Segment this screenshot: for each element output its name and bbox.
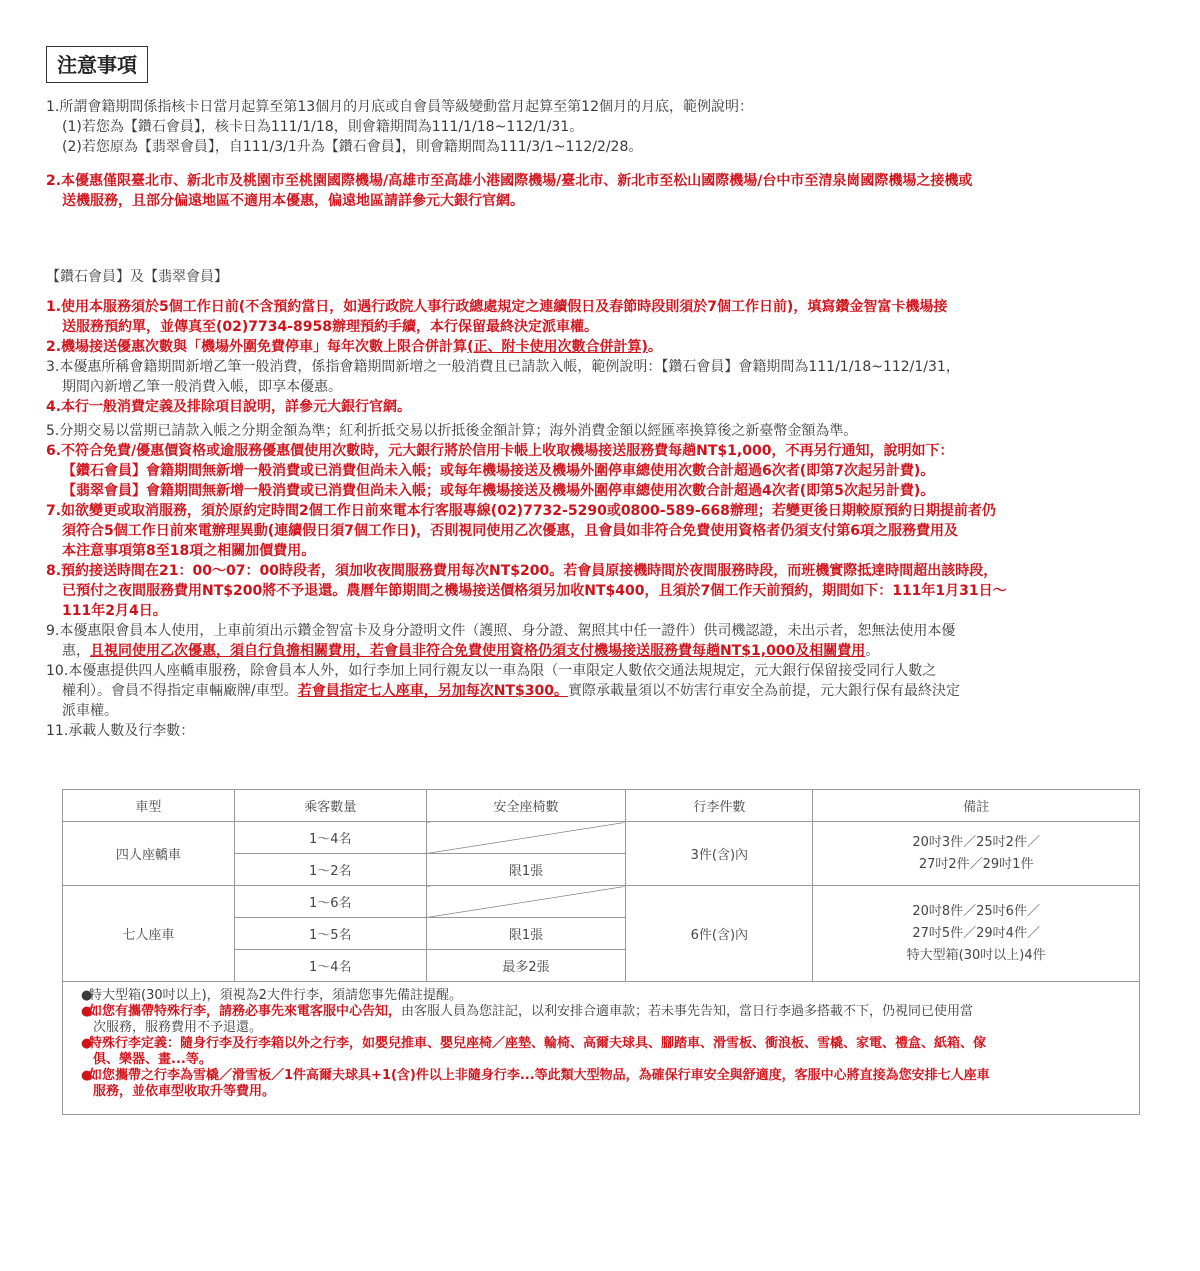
note-2 xyxy=(81,1004,1125,1020)
bullet-icon: ● xyxy=(81,1036,93,1051)
header-remarks: 備註 xyxy=(813,790,1140,822)
note-2-text: 由客服人員為您註記，以利安排合適車款；若未事先告知，當日行李過多搭載不下，仍視同已使用當 xyxy=(401,1004,974,1019)
notice-content xyxy=(46,46,1146,741)
term-2-end: 。 xyxy=(647,339,662,355)
van-passengers-3: 1～4名 xyxy=(234,950,426,982)
note-4 xyxy=(81,1068,1125,1084)
sedan-luggage: 3件(含)內 xyxy=(626,822,813,886)
term-7-line-1: 7.如欲變更或取消服務，須於原約定時間2個工作日前來電本行客服專線(02)7732-5290或0800-589-668辦理；若變更後日期較原預約日期提前者仍 xyxy=(46,503,996,519)
note-2-red: 如您有攜帶特殊行李，請務必事先來電客服中心告知， xyxy=(89,1004,402,1019)
terms-list xyxy=(46,297,1146,741)
note-1-text: 特大型箱(30吋以上)，須視為2大件行李，須請您事先備註提醒。 xyxy=(89,988,462,1003)
intro-line-1: 1.所謂會籍期間係指核卡日當月起算至第13個月的月底或自會員等級變動當月起算至第12個月的月底，範例說明： xyxy=(46,99,753,115)
term-3-line-2: 期間內新增乙筆一般消費入帳，即享本優惠。 xyxy=(62,379,342,395)
bullet-icon: ● xyxy=(81,988,93,1003)
term-9-start: 惠， xyxy=(62,643,90,659)
note-2-cont: 次服務，服務費用不予退還。 xyxy=(93,1020,263,1035)
bullet-icon: ● xyxy=(81,1068,93,1083)
van-luggage: 6件(含)內 xyxy=(626,886,813,982)
header-safety-seats: 安全座椅數 xyxy=(426,790,626,822)
note-1 xyxy=(81,988,1125,1004)
header-passengers: 乘客數量 xyxy=(234,790,426,822)
intro-example-2: (2)若您原為【翡翠會員】，自111/3/1升為【鑽石會員】，則會籍期間為111/3/1~112/2/28。 xyxy=(62,139,643,155)
membership-period-section xyxy=(46,97,1146,157)
note-3 xyxy=(81,1036,1125,1052)
sedan-remark xyxy=(813,822,1140,886)
term-2-underlined: (正、附卡使用次數合併計算) xyxy=(467,339,648,355)
header-luggage: 行李件數 xyxy=(626,790,813,822)
term-10-underlined: 若會員指定七人座車，另加每次NT$300。 xyxy=(297,683,568,699)
term-2-text: 2.機場接送優惠次數與「機場外圍免費停車」每年次數上限合併計算 xyxy=(46,339,468,355)
intro-example-1: (1)若您為【鑽石會員】，核卡日為111/1/18，則會籍期間為111/1/18~112/1/31。 xyxy=(62,119,584,135)
van-seat-none xyxy=(426,886,626,918)
table-row xyxy=(63,822,1140,854)
term-10-line-1: 10.本優惠提供四人座轎車服務，除會員本人外，如行李加上同行親友以一車為限（一車限定人數依交通法規規定，元大銀行保留接受同行人數之 xyxy=(46,663,937,679)
term-6-line-1: 6.不符合免費/優惠價資格或逾服務優惠價使用次數時，元大銀行將於信用卡帳上收取機場接送服務費每趟NT$1,000，不再另行通知，說明如下： xyxy=(46,443,954,459)
table-notes xyxy=(62,982,1140,1115)
page-title: 注意事項 xyxy=(46,46,148,83)
luggage-table xyxy=(62,789,1140,982)
term-8-line-1: 8.預約接送時間在21：00～07：00時段者，須加收夜間服務費用每次NT$200。若會員原接機時間於夜間服務時段，而班機實際抵達時間超出該時段， xyxy=(46,563,998,579)
van-passengers-1: 1～6名 xyxy=(234,886,426,918)
sedan-seat-2: 限1張 xyxy=(426,854,626,886)
van-remark-1: 20吋8件／25吋6件／ xyxy=(912,903,1040,919)
van-remark-3: 特大型箱(30吋以上)4件 xyxy=(906,947,1046,963)
term-3-line-1: 3.本優惠所稱會籍期間新增乙筆一般消費，係指會籍期間新增之一般消費且已請款入帳，範例說明：【鑽石會員】會籍期間為111/1/18~112/1/31， xyxy=(46,359,960,375)
term-10-line-3: 派車權。 xyxy=(62,703,118,719)
note-3-text: 特殊行李定義：隨身行李及行李箱以外之行李，如嬰兒推車、嬰兒座椅／座墊、輪椅、高爾夫球具、腳踏車、滑雪板、衝浪板、雪橇、家電、禮盒、紙箱、傢 xyxy=(89,1036,987,1051)
bullet-icon: ● xyxy=(81,1004,93,1019)
sedan-remark-1: 20吋3件／25吋2件／ xyxy=(912,834,1040,850)
table-header-row xyxy=(63,790,1140,822)
term-11: 11.承載人數及行李數： xyxy=(46,723,195,739)
term-8-line-2: 已預付之夜間服務費用NT$200將不予退還。農曆年節期間之機場接送價格須另加收NT$400，且須於7個工作天前預約，期間如下：111年1月31日～ xyxy=(62,583,1007,599)
term-2 xyxy=(46,337,1146,357)
region-line-2: 送機服務，且部分偏遠地區不適用本優惠，偏遠地區請詳參元大銀行官網。 xyxy=(62,193,524,209)
note-4-cont: 服務，並依車型收取升等費用。 xyxy=(93,1084,276,1099)
term-8-line-3: 111年2月4日。 xyxy=(62,603,167,619)
sedan-passengers-2: 1～2名 xyxy=(234,854,426,886)
van-passengers-2: 1～5名 xyxy=(234,918,426,950)
term-6-jade: 【翡翠會員】會籍期間無新增一般消費或已消費但尚未入帳；或每年機場接送及機場外圍停車總使用次數合計超過4次者(即第5次起另計費)。 xyxy=(62,483,935,499)
sedan-passengers-1: 1～4名 xyxy=(234,822,426,854)
sedan-type: 四人座轎車 xyxy=(63,822,235,886)
term-9-end: 。 xyxy=(865,643,880,659)
region-line-1: 2.本優惠僅限臺北市、新北市及桃園市至桃園國際機場/高雄市至高雄小港國際機場/臺北市、新北市至松山國際機場/台中市至清泉崗國際機場之接機或 xyxy=(46,173,973,189)
term-9-line-2 xyxy=(46,641,1146,661)
term-7-line-2: 須符合5個工作日前來電辦理異動(連續假日須7個工作日)，否則視同使用乙次優惠，且會員如非符合免費使用資格者仍須支付第6項之服務費用及 xyxy=(62,523,959,539)
term-7-line-3: 本注意事項第8至18項之相關加價費用。 xyxy=(62,543,316,559)
note-3-cont: 俱、樂器、畫...等。 xyxy=(93,1052,212,1067)
term-6-diamond: 【鑽石會員】會籍期間無新增一般消費或已消費但尚未入帳；或每年機場接送及機場外圍停車總使用次數合計超過6次者(即第7次起另計費)。 xyxy=(62,463,935,479)
table-row xyxy=(63,886,1140,918)
term-4-link[interactable]: 4.本行一般消費定義及排除項目說明，詳參元大銀行官網。 xyxy=(46,399,412,415)
term-10-start: 權利）。會員不得指定車輛廠牌/車型。 xyxy=(62,683,298,699)
term-9-line-1: 9.本優惠限會員本人使用，上車前須出示鑽金智富卡及身分證明文件（護照、身分證、駕照其中任一證件）供司機認證，未出示者，恕無法使用本優 xyxy=(46,623,956,639)
van-seat-3: 最多2張 xyxy=(426,950,626,982)
van-remark-2: 27吋5件／29吋4件／ xyxy=(912,925,1040,941)
region-restriction-section xyxy=(46,171,1146,211)
member-tier-header: 【鑽石會員】及【翡翠會員】 xyxy=(46,269,228,285)
note-4-text: 如您攜帶之行李為雪橇／滑雪板／1件高爾夫球具+1(含)件以上非隨身行李...等此類大型物品，為確保行車安全與舒適度，客服中心將直接為您安排七人座車 xyxy=(89,1068,990,1083)
sedan-seat-none xyxy=(426,822,626,854)
term-9-underlined: 且視同使用乙次優惠，須自行負擔相關費用，若會員非符合免費使用資格仍須支付機場接送服務費每趟NT$1,000及相關費用 xyxy=(90,643,866,659)
term-5: 5.分期交易以當期已請款入帳之分期金額為準；紅利折抵交易以折抵後金額計算；海外消費金額以經匯率換算後之新臺幣金額為準。 xyxy=(46,423,858,439)
term-1-line-1: 1.使用本服務須於5個工作日前(不含預約當日，如遇行政院人事行政總處規定之連續假日及春節時段則須於7個工作日前)，填寫鑽金智富卡機場接 xyxy=(46,299,948,315)
header-vehicle-type: 車型 xyxy=(63,790,235,822)
van-remark xyxy=(813,886,1140,982)
van-seat-2: 限1張 xyxy=(426,918,626,950)
van-type: 七人座車 xyxy=(63,886,235,982)
sedan-remark-2: 27吋2件／29吋1件 xyxy=(918,856,1034,872)
term-10-end: 實際承載量須以不妨害行車安全為前提，元大銀行保有最終決定 xyxy=(567,683,960,699)
term-1-line-2: 送服務預約單，並傳真至(02)7734-8958辦理預約手續，本行保留最終決定派車權。 xyxy=(62,319,599,335)
term-10-line-2 xyxy=(46,681,1146,701)
